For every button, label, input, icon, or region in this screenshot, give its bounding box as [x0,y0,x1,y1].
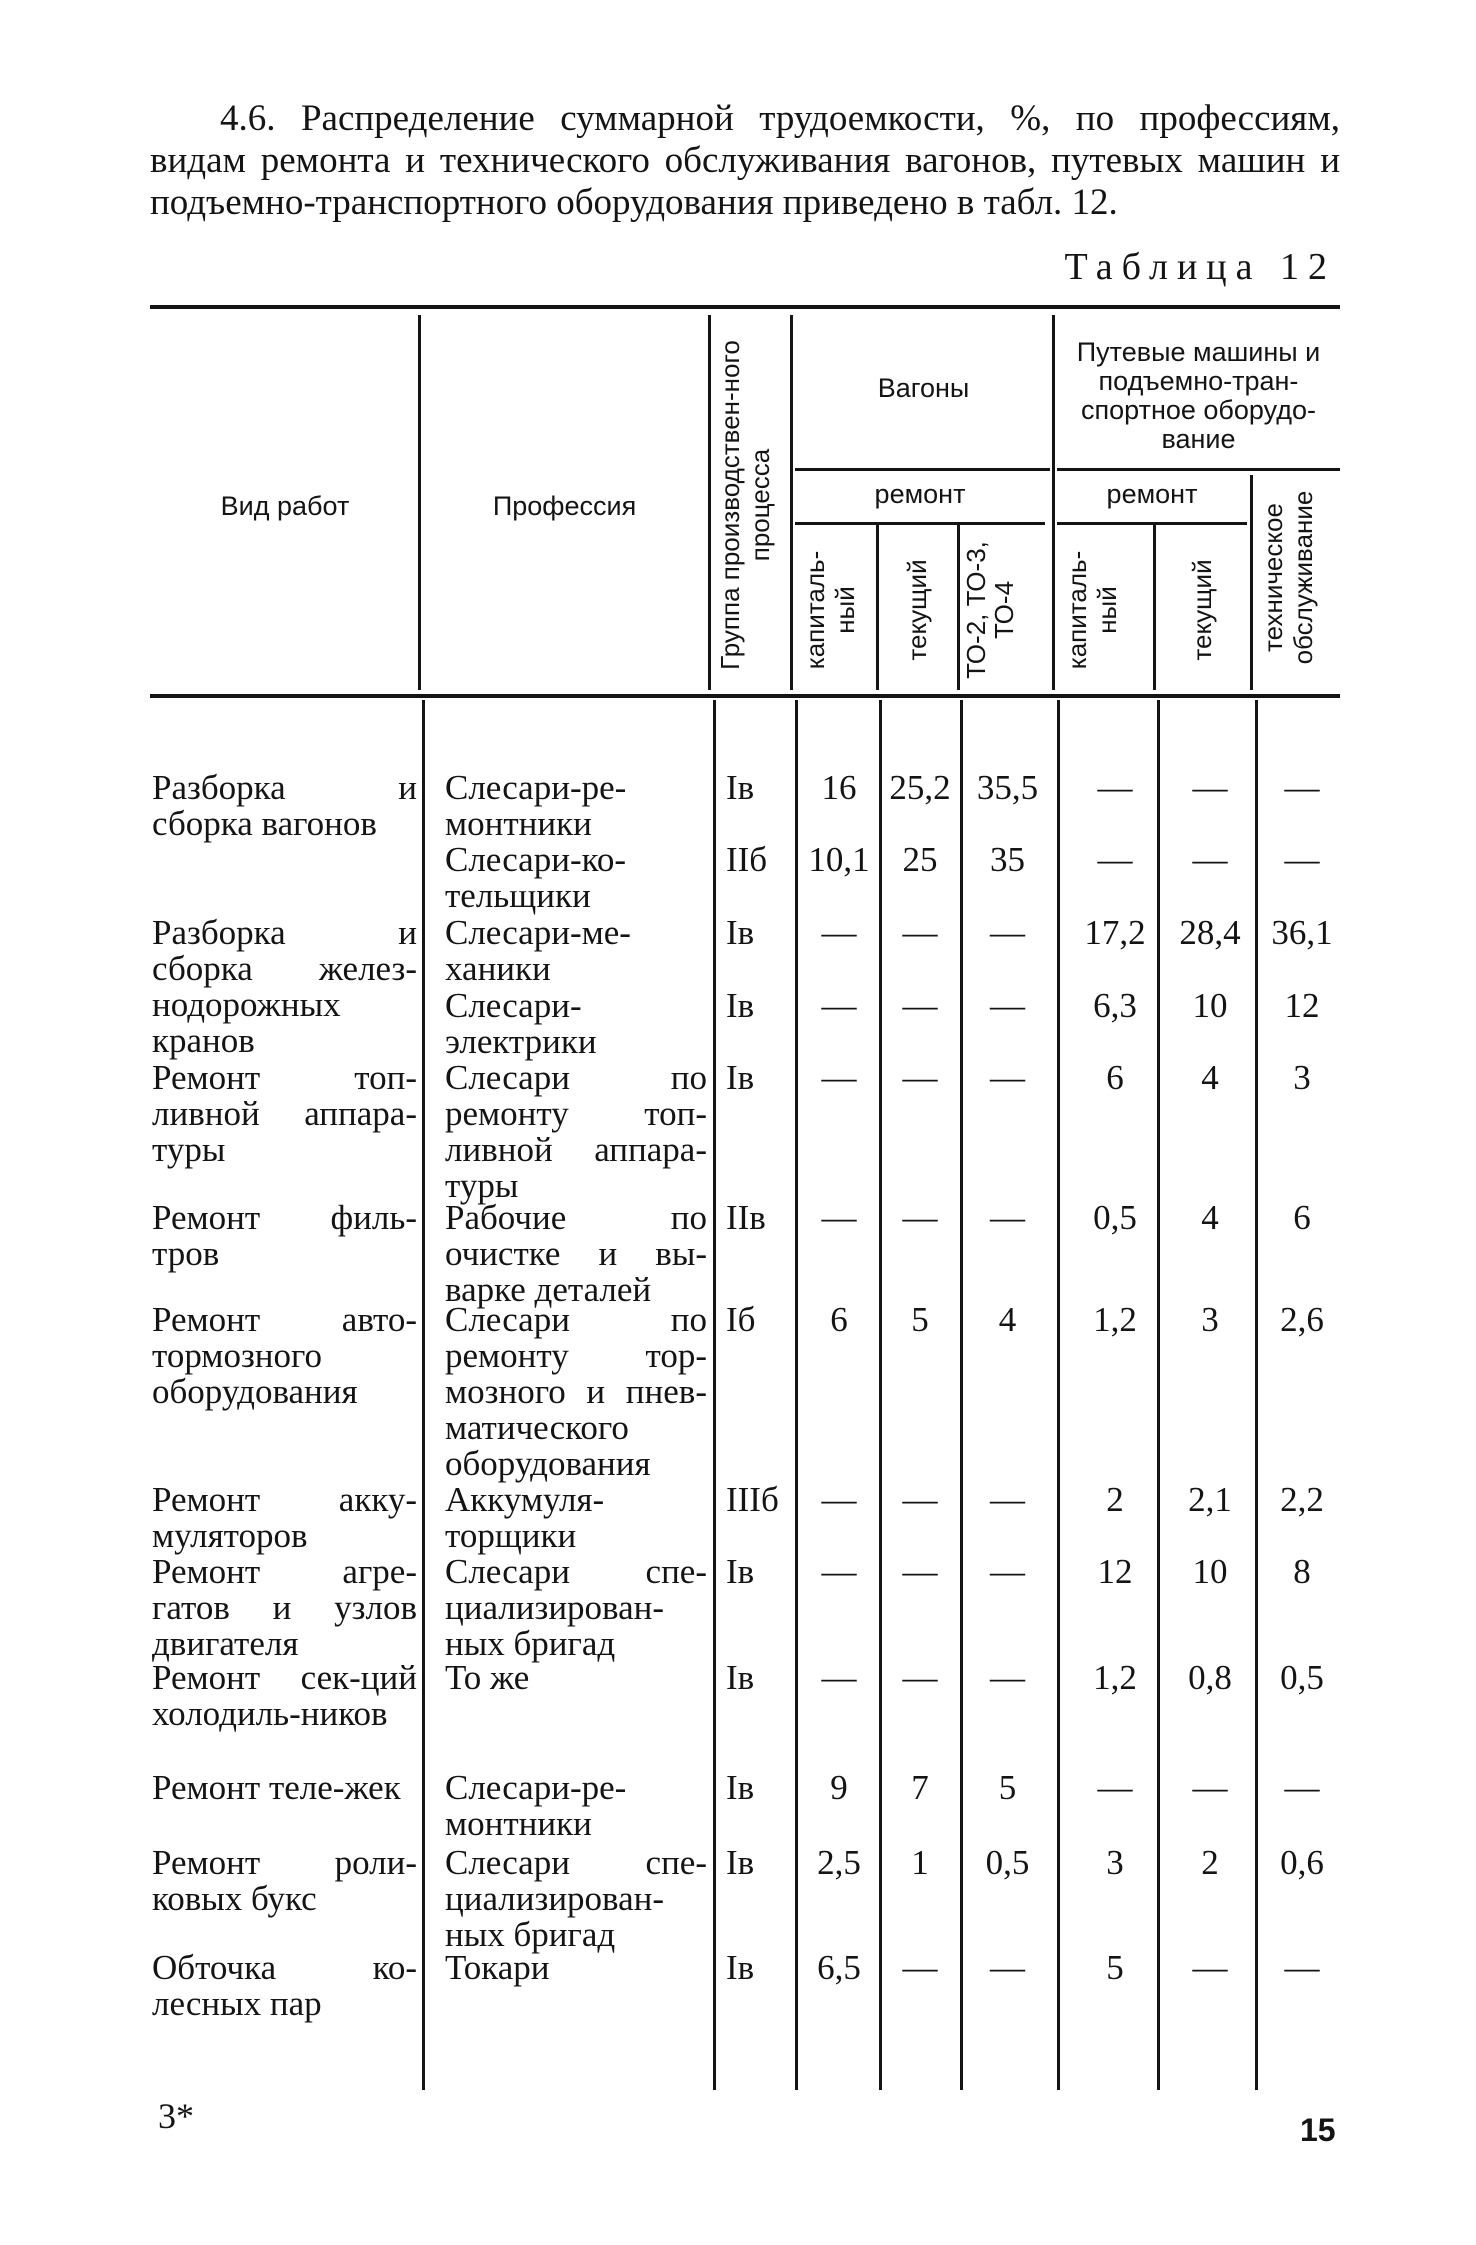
value-cell: — [1284,768,1320,807]
value-cell: — [821,986,857,1025]
group-cell: Iб [726,1300,756,1339]
value-cell: — [1097,1768,1133,1807]
header-machine-current: текущий [1187,559,1217,661]
header-wagon-capital: капиталь-ный [800,550,860,670]
wagon-repair-rule [795,522,1045,525]
body-col-divider [1057,700,1060,2090]
header-machines: Путевые машины и подъемно-тран-спортное оборудо-вание [1076,337,1321,454]
value-cell: 35 [990,840,1025,879]
value-cell: — [1284,1768,1320,1807]
value-cell: — [902,1658,938,1697]
body-col-divider [960,700,963,2090]
value-cell: — [1097,768,1133,807]
value-cell: — [902,1948,938,1987]
value-cell: 8 [1293,1552,1311,1591]
value-cell: 16 [821,768,857,807]
header-col-divider [790,315,793,690]
header-machine-capital: капиталь-ный [1062,550,1122,670]
value-cell: — [1192,1768,1228,1807]
value-cell: 4 [1201,1198,1219,1237]
work-type-cell: Ремонт теле-жек [152,1768,401,1807]
profession-cell: Слесари спе-циализирован-ных бригад [445,1552,707,1663]
value-cell: — [990,1198,1025,1237]
value-cell: 3 [1293,1058,1311,1097]
group-cell: IIIб [726,1480,779,1519]
group-cell: Iв [726,1843,755,1882]
group-cell: Iв [726,1658,755,1697]
value-cell: 6 [1293,1198,1311,1237]
value-cell: 3 [1201,1300,1219,1339]
value-cell: — [821,1480,857,1519]
work-type-cell: Ремонт роли-ковых букс [152,1843,417,1918]
header-col-divider [957,525,960,690]
header-col-divider [1250,475,1253,690]
value-cell: — [990,913,1025,952]
value-cell: — [1192,1948,1228,1987]
value-cell: 12 [1097,1552,1133,1591]
profession-cell: Аккумуля-торщики [445,1480,605,1555]
table-top-rule [150,305,1340,309]
header-col-divider [876,525,879,690]
value-cell: — [821,1658,857,1697]
group-cell: Iв [726,913,755,952]
header-col-divider [418,315,421,690]
value-cell: 2,2 [1280,1480,1324,1519]
group-cell: IIб [726,840,768,879]
profession-cell: Слесари по ремонту топ-ливной аппара-туры [445,1058,707,1205]
value-cell: — [902,1480,938,1519]
value-cell: 3 [1106,1843,1124,1882]
value-cell: 6,3 [1093,986,1137,1025]
value-cell: 2 [1106,1480,1124,1519]
value-cell: 28,4 [1179,913,1241,952]
header-wagon-current: текущий [902,559,932,661]
header-wagons: Вагоны [877,373,970,403]
profession-cell: Слесари-электрики [445,986,597,1061]
work-type-cell: Ремонт агре-гатов и узлов двигателя [152,1552,417,1663]
value-cell: 0,5 [985,1843,1030,1882]
value-cell: — [902,1552,938,1591]
value-cell: 7 [911,1768,929,1807]
value-cell: 2,1 [1188,1480,1232,1519]
value-cell: 0,6 [1280,1843,1324,1882]
value-cell: 6,5 [817,1948,861,1987]
table-caption: Таблица 12 [1064,246,1336,288]
page-number: 15 [1300,2112,1336,2148]
value-cell: — [1192,840,1228,879]
body-col-divider [795,700,798,2090]
value-cell: — [821,913,857,952]
value-cell: 1 [911,1843,929,1882]
value-cell: 10 [1192,1552,1228,1591]
work-type-cell: Разборка и сборка желез-нодорожных кранов [152,913,417,1060]
header-col-divider [1153,525,1156,690]
body-col-divider [1157,700,1160,2090]
header-wagon-repair: ремонт [874,479,966,509]
header-profession: Профессия [492,491,637,521]
value-cell: 6 [1106,1058,1124,1097]
value-cell: 25,2 [889,768,951,807]
header-col-divider [1052,315,1055,690]
work-type-cell: Ремонт акку-муляторов [152,1480,417,1555]
value-cell: 10,1 [808,840,870,879]
value-cell: 25 [902,840,938,879]
value-cell: 4 [998,1300,1017,1339]
group-cell: Iв [726,986,755,1025]
intro-paragraph: 4.6. Распределение суммарной трудоемкости, %, по профессиям, видам ремонта и технического обслуживания вагонов, путевых машин и подъемно-транспортного оборудования приведено в табл. 12. [150,98,1340,223]
value-cell: — [902,1058,938,1097]
value-cell: — [902,1198,938,1237]
work-type-cell: Ремонт филь-тров [152,1198,417,1273]
value-cell: — [1284,840,1320,879]
machine-repair-rule [1057,522,1247,525]
value-cell: 36,1 [1271,913,1333,952]
group-cell: Iв [726,768,755,807]
value-cell: 5 [911,1300,929,1339]
header-work-type: Вид работ [220,491,350,521]
body-col-divider [879,700,882,2090]
profession-cell: Слесари-ме-ханики [445,913,631,988]
header-machine-service: техническое обслуживание [1258,490,1318,665]
value-cell: — [821,1058,857,1097]
body-col-divider [1255,700,1258,2090]
wagons-group-rule [795,468,1050,471]
value-cell: — [990,1658,1025,1697]
value-cell: 5 [1106,1948,1124,1987]
value-cell: 2 [1201,1843,1219,1882]
value-cell: 6 [830,1300,848,1339]
profession-cell: Слесари-ре-монтники [445,1768,627,1843]
work-type-cell: Обточка ко-лесных пар [152,1948,417,2023]
value-cell: — [1097,840,1133,879]
group-cell: IIв [726,1198,766,1237]
value-cell: 0,8 [1188,1658,1232,1697]
value-cell: 12 [1284,986,1320,1025]
value-cell: 5 [998,1768,1017,1807]
value-cell: 4 [1201,1058,1219,1097]
value-cell: 35,5 [976,768,1039,807]
profession-cell: Слесари-ре-монтники [445,768,627,843]
group-cell: Iв [726,1058,755,1097]
value-cell: 1,2 [1093,1658,1137,1697]
value-cell: — [990,1948,1025,1987]
profession-cell: Слесари-ко-тельщики [445,840,626,915]
value-cell: — [990,986,1025,1025]
body-col-divider [713,700,716,2090]
profession-cell: Токари [445,1948,550,1987]
profession-cell: Рабочие по очистке и вы-варке деталей [445,1198,707,1309]
value-cell: 2,5 [817,1843,861,1882]
profession-cell: Слесари спе-циализирован-ных бригад [445,1843,707,1954]
value-cell: 9 [830,1768,848,1807]
value-cell: 0,5 [1093,1198,1137,1237]
group-cell: Iв [726,1948,755,1987]
signature-mark: 3* [158,2096,194,2136]
value-cell: — [990,1480,1025,1519]
value-cell: — [990,1552,1025,1591]
profession-cell: Слесари по ремонту тор-мозного и пнев-матического оборудования [445,1300,707,1483]
value-cell: — [902,986,938,1025]
work-type-cell: Разборка и сборка вагонов [152,768,417,843]
value-cell: — [1284,1948,1320,1987]
value-cell: — [902,913,938,952]
header-wagon-to: ТО-2, ТО-3, ТО-4 [961,541,1019,679]
value-cell: — [821,1198,857,1237]
header-machine-repair: ремонт [1106,479,1198,509]
value-cell: — [1192,768,1228,807]
group-cell: Iв [726,1768,755,1807]
value-cell: 2,6 [1280,1300,1324,1339]
header-bottom-rule [150,694,1340,698]
value-cell: — [990,1058,1025,1097]
header-group: Группа производствен-ного процесса [715,340,775,670]
profession-cell: То же [445,1658,530,1697]
body-col-divider [422,700,425,2090]
value-cell: 0,5 [1280,1658,1324,1697]
value-cell: 1,2 [1093,1300,1137,1339]
work-type-cell: Ремонт авто-тормозного оборудования [152,1300,417,1411]
work-type-cell: Ремонт топ-ливной аппара-туры [152,1058,417,1169]
group-cell: Iв [726,1552,755,1591]
header-col-divider [708,315,711,690]
work-type-cell: Ремонт сек-ций холодиль-ников [152,1658,417,1733]
value-cell: 10 [1192,986,1228,1025]
value-cell: — [821,1552,857,1591]
value-cell: 17,2 [1084,913,1146,952]
